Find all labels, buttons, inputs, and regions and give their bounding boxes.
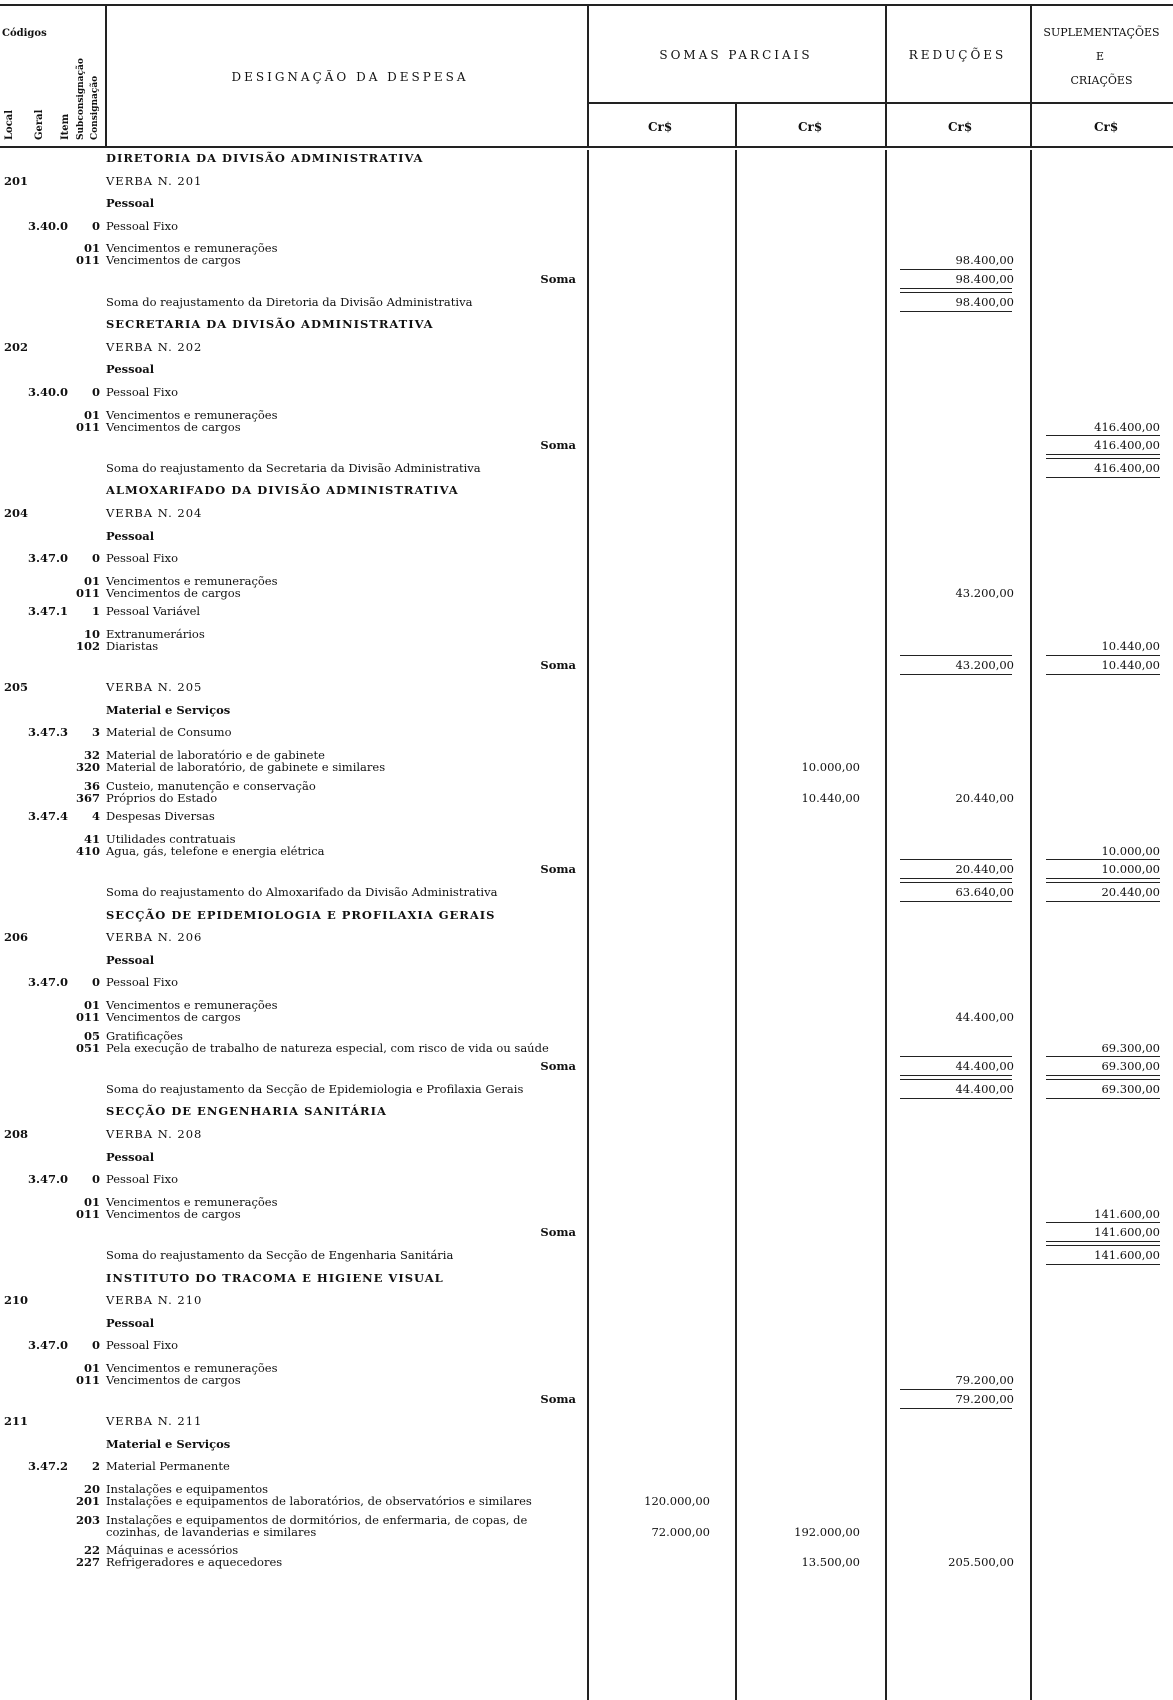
suplementacoes-label-1: SUPLEMENTAÇÕES (1043, 26, 1160, 39)
table-row (0, 931, 1173, 943)
description: Pessoal Fixo (106, 551, 179, 566)
amount-v4: 69.300,00 (1101, 1040, 1160, 1055)
amount-v3: 98.400,00 (955, 294, 1014, 309)
description: Instalações e equipamentos de laboratórios, de observatórios e similares (106, 1494, 532, 1508)
table-row (0, 552, 1173, 564)
description: Vencimentos de cargos (106, 1010, 241, 1024)
table-row (0, 296, 1173, 308)
total-rule (1046, 882, 1160, 883)
table-row (0, 575, 1173, 599)
item-code: 0 (91, 385, 100, 399)
local-code: 201 (4, 173, 29, 188)
total-rule (900, 1079, 1012, 1080)
total-rule (1046, 1079, 1160, 1080)
amount-v2: 13.500,00 (801, 1555, 860, 1570)
geral-code: 3.47.0 (28, 1338, 69, 1353)
total-rule (900, 1098, 1012, 1099)
description: Soma do reajustamento da Secção de Epidemiologia e Profilaxia Gerais (106, 1081, 524, 1096)
description: Vencimentos e remunerações (106, 573, 278, 588)
amount-v3: 79.200,00 (955, 1373, 1014, 1387)
description: DIRETORIA DA DIVISÃO ADMINISTRATIVA (106, 151, 424, 165)
amount-v4: 69.300,00 (1101, 1059, 1160, 1074)
amount-v2: 10.440,00 (801, 790, 860, 805)
description: Pessoal Variável (106, 604, 201, 619)
table-row (0, 507, 1173, 519)
amount-v3: 20.440,00 (955, 790, 1014, 805)
description: Instalações e equipamentos de dormitórios, de enfermaria, de copas, de (106, 1512, 528, 1527)
item-code: 227 (75, 1555, 100, 1570)
table-row (0, 386, 1173, 398)
table-row (0, 1226, 1173, 1238)
description: Pessoal (106, 1149, 155, 1164)
total-rule (900, 1389, 1012, 1390)
amount-v3: 43.200,00 (955, 585, 1014, 600)
description: Instalações e equipamentos (106, 1482, 269, 1496)
description: Vencimentos de cargos (106, 585, 241, 600)
description: SECÇÃO DE ENGENHARIA SANITÁRIA (106, 1104, 387, 1119)
description: Pessoal Fixo (106, 218, 179, 233)
amount-v1: 72.000,00 (651, 1524, 710, 1539)
table-row (0, 409, 1173, 433)
geral-code: 3.47.4 (28, 809, 69, 824)
description: Pessoal Fixo (106, 1172, 179, 1187)
item-code: 01 (83, 241, 100, 256)
description: Pessoal (106, 952, 155, 967)
total-rule (900, 292, 1012, 293)
item-code: 32 (83, 748, 100, 762)
description: Pessoal (106, 1315, 155, 1330)
suplementacoes-label-2: E (1095, 50, 1108, 63)
description: VERBA N. 208 (106, 1127, 203, 1141)
description: VERBA N. 210 (106, 1293, 203, 1308)
item-code: 102 (75, 639, 100, 653)
geral-code: 3.47.0 (28, 975, 69, 990)
table-row (0, 1362, 1173, 1386)
geral-code: 3.40.0 (28, 218, 69, 233)
table-row (0, 886, 1173, 898)
table-row (0, 530, 1173, 542)
table-row (0, 1514, 1173, 1538)
geral-code: 3.47.3 (28, 725, 69, 740)
description: VERBA N. 201 (106, 173, 203, 188)
description: Material e Serviços (106, 702, 231, 717)
item-code: 01 (83, 407, 100, 422)
table-row (0, 1030, 1173, 1054)
table-row (0, 1438, 1173, 1450)
item-code: 0 (91, 218, 100, 233)
table-row (0, 175, 1173, 187)
geral-code: 3.47.0 (28, 1172, 69, 1187)
total-rule (900, 859, 1012, 860)
item-code: 011 (75, 1206, 100, 1221)
amount-v4: 10.440,00 (1101, 657, 1160, 672)
amount-v3: 205.500,00 (948, 1555, 1014, 1570)
table-row (0, 1151, 1173, 1163)
table-row (0, 1128, 1173, 1140)
description: Máquinas e acessórios (106, 1543, 239, 1558)
soma-label: Soma (540, 657, 576, 672)
item-code: 320 (75, 760, 100, 774)
table-row (0, 1339, 1173, 1351)
description: Soma do reajustamento da Secção de Engenharia Sanitária (106, 1248, 454, 1262)
soma-label: Soma (540, 1225, 576, 1240)
amount-v3: 63.640,00 (955, 885, 1014, 899)
item-code: 41 (83, 831, 100, 846)
description: Agua, gás, telefone e energia elétrica (106, 843, 325, 858)
amount-v3: 44.400,00 (955, 1081, 1014, 1096)
amount-v2: 192.000,00 (794, 1524, 860, 1539)
currency-col3: Cr$ (948, 120, 973, 134)
description: Soma do reajustamento do Almoxarifado da Divisão Administrativa (106, 885, 498, 899)
total-rule (1046, 1056, 1160, 1057)
amount-v1: 120.000,00 (644, 1494, 710, 1508)
amount-v4: 141.600,00 (1094, 1225, 1160, 1240)
local-code: 206 (4, 930, 29, 945)
table-row (0, 242, 1173, 266)
amount-v4: 141.600,00 (1094, 1206, 1160, 1221)
amount-v4: 10.000,00 (1101, 843, 1160, 858)
amount-v4: 10.440,00 (1101, 639, 1160, 653)
table-row (0, 704, 1173, 716)
description: cozinhas, de lavanderias e similares (106, 1524, 317, 1539)
amount-v3: 79.200,00 (955, 1391, 1014, 1406)
reducoes-label: REDUÇÕES (908, 48, 1007, 62)
item-code: 0 (91, 1338, 100, 1353)
description: Utilidades contratuais (106, 831, 236, 846)
item-code: 01 (83, 1361, 100, 1375)
description: Material de laboratório e de gabinete (106, 748, 325, 762)
item-code: 20 (83, 1482, 100, 1496)
table-row (0, 681, 1173, 693)
soma-label: Soma (540, 1391, 576, 1406)
item-code: 011 (75, 1373, 100, 1387)
item-code: 0 (91, 551, 100, 566)
description: Material de Consumo (106, 725, 232, 740)
table-row (0, 1196, 1173, 1220)
table-row (0, 628, 1173, 652)
geral-code: 3.47.0 (28, 551, 69, 566)
item-code: 011 (75, 1010, 100, 1024)
geral-code: 3.40.0 (28, 385, 69, 399)
table-header (0, 4, 1173, 148)
item-code: 10 (83, 627, 100, 641)
total-rule (900, 655, 1012, 656)
item-code: 4 (91, 809, 100, 824)
amount-v3: 43.200,00 (955, 657, 1014, 672)
amount-v4: 416.400,00 (1094, 438, 1160, 453)
soma-label: Soma (540, 272, 576, 286)
description: Próprios do Estado (106, 790, 218, 805)
local-code: 202 (4, 339, 29, 354)
item-code: 201 (75, 1494, 100, 1508)
local-label: Local (4, 109, 15, 140)
item-code: 0 (91, 975, 100, 990)
total-rule (900, 311, 1012, 312)
item-code: 051 (75, 1040, 100, 1055)
total-rule (900, 269, 1012, 270)
total-rule (900, 1408, 1012, 1409)
total-rule (1046, 1075, 1160, 1076)
total-rule (1046, 674, 1160, 675)
description: Pela execução de trabalho de natureza especial, com risco de vida ou saúde (106, 1040, 549, 1055)
table-row (0, 341, 1173, 353)
description: Material de laboratório, de gabinete e similares (106, 760, 386, 774)
consignacao-label: Consignação (90, 75, 100, 140)
item-label: Item (60, 113, 71, 140)
amount-v2: 10.000,00 (801, 760, 860, 774)
total-rule (1046, 1098, 1160, 1099)
geral-label: Geral (34, 109, 45, 140)
item-code: 01 (83, 998, 100, 1012)
description: Pessoal Fixo (106, 385, 179, 399)
description: Pessoal Fixo (106, 975, 179, 990)
item-code: 05 (83, 1028, 100, 1043)
total-rule (1046, 1222, 1160, 1223)
description: Pessoal (106, 362, 155, 377)
table-row (0, 863, 1173, 875)
description: Vencimentos de cargos (106, 1373, 241, 1387)
table-row (0, 363, 1173, 375)
description: Vencimentos de cargos (106, 419, 241, 434)
item-code: 2 (91, 1459, 100, 1474)
description: Despesas Diversas (106, 809, 215, 824)
table-row (0, 605, 1173, 617)
item-code: 203 (75, 1512, 100, 1527)
total-rule (900, 1075, 1012, 1076)
table-row (0, 976, 1173, 988)
description: Pessoal (106, 528, 155, 543)
amount-v3: 20.440,00 (955, 862, 1014, 877)
item-code: 01 (83, 1194, 100, 1209)
description: Pessoal Fixo (106, 1338, 179, 1353)
item-code: 011 (75, 253, 100, 268)
total-rule (900, 1056, 1012, 1057)
table-row (0, 1460, 1173, 1472)
table-row (0, 1272, 1173, 1284)
description: Material Permanente (106, 1459, 230, 1474)
description: Pessoal (106, 196, 155, 211)
item-code: 22 (83, 1543, 100, 1558)
item-code: 011 (75, 585, 100, 600)
amount-v4: 416.400,00 (1094, 419, 1160, 434)
description: Diaristas (106, 639, 159, 653)
item-code: 0 (91, 1172, 100, 1187)
amount-v3: 44.400,00 (955, 1059, 1014, 1074)
description: Soma do reajustamento da Diretoria da Divisão Administrativa (106, 294, 473, 309)
table-row (0, 1060, 1173, 1072)
table-row (0, 1294, 1173, 1306)
table-row (0, 318, 1173, 330)
table-row (0, 197, 1173, 209)
table-row (0, 1105, 1173, 1117)
geral-code: 3.47.1 (28, 604, 69, 619)
item-code: 410 (75, 843, 100, 858)
codigos-label: Códigos (2, 28, 47, 39)
local-code: 208 (4, 1127, 29, 1141)
total-rule (1046, 454, 1160, 455)
description: Vencimentos de cargos (106, 1206, 241, 1221)
table-row (0, 220, 1173, 232)
amount-v3: 44.400,00 (955, 1010, 1014, 1024)
table-row (0, 1393, 1173, 1405)
description: SECÇÃO DE EPIDEMIOLOGIA E PROFILAXIA GERAIS (106, 907, 496, 922)
table-row (0, 1483, 1173, 1507)
local-code: 204 (4, 506, 29, 520)
amount-v3: 98.400,00 (955, 253, 1014, 268)
description: Vencimentos e remunerações (106, 407, 278, 422)
description: Extranumerários (106, 627, 205, 641)
description: Material e Serviços (106, 1436, 231, 1451)
total-rule (1046, 458, 1160, 459)
total-rule (900, 882, 1012, 883)
item-code: 36 (83, 778, 100, 793)
designacao-label: DESIGNAÇÃO DA DESPESA (231, 70, 469, 84)
description: Vencimentos e remunerações (106, 241, 278, 256)
table-row (0, 726, 1173, 738)
geral-code: 3.47.2 (28, 1459, 69, 1474)
description: VERBA N. 204 (106, 506, 203, 520)
table-row (0, 439, 1173, 451)
description: Custeio, manutenção e conservação (106, 778, 316, 793)
total-rule (1046, 477, 1160, 478)
table-row (0, 659, 1173, 671)
table-row (0, 749, 1173, 773)
table-row (0, 780, 1173, 804)
soma-label: Soma (540, 438, 576, 453)
table-row (0, 1415, 1173, 1427)
amount-v4: 69.300,00 (1101, 1081, 1160, 1096)
item-code: 1 (91, 604, 100, 619)
total-rule (1046, 1264, 1160, 1265)
description: Vencimentos e remunerações (106, 1361, 278, 1375)
soma-label: Soma (540, 862, 576, 877)
description: VERBA N. 206 (106, 930, 203, 945)
total-rule (900, 288, 1012, 289)
total-rule (1046, 1245, 1160, 1246)
item-code: 01 (83, 573, 100, 588)
soma-label: Soma (540, 1059, 576, 1074)
table-row (0, 1544, 1173, 1568)
currency-col4: Cr$ (1094, 120, 1119, 134)
currency-col1: Cr$ (648, 120, 673, 134)
table-row (0, 1317, 1173, 1329)
description: Gratificações (106, 1028, 183, 1043)
local-code: 210 (4, 1293, 29, 1308)
table-row (0, 810, 1173, 822)
description: INSTITUTO DO TRACOMA E HIGIENE VISUAL (106, 1270, 444, 1285)
item-code: 011 (75, 419, 100, 434)
total-rule (900, 674, 1012, 675)
table-row (0, 833, 1173, 857)
table-row (0, 999, 1173, 1023)
local-code: 205 (4, 680, 29, 695)
table-row (0, 1083, 1173, 1095)
total-rule (1046, 1241, 1160, 1242)
table-row (0, 1173, 1173, 1185)
total-rule (900, 878, 1012, 879)
total-rule (1046, 655, 1160, 656)
description: SECRETARIA DA DIVISÃO ADMINISTRATIVA (106, 317, 434, 332)
amount-v3: 98.400,00 (955, 272, 1014, 286)
description: ALMOXARIFADO DA DIVISÃO ADMINISTRATIVA (106, 483, 459, 498)
item-code: 367 (75, 790, 100, 805)
total-rule (1046, 859, 1160, 860)
description: Vencimentos e remunerações (106, 1194, 278, 1209)
description: VERBA N. 202 (106, 339, 203, 354)
currency-col2: Cr$ (798, 120, 823, 134)
total-rule (1046, 878, 1160, 879)
amount-v4: 141.600,00 (1094, 1248, 1160, 1262)
description: Vencimentos de cargos (106, 253, 241, 268)
item-code: 3 (91, 725, 100, 740)
table-row (0, 484, 1173, 496)
somas-parciais-label: SOMAS PARCIAIS (659, 48, 813, 62)
description: Refrigeradores e aquecedores (106, 1555, 283, 1570)
description: Vencimentos e remunerações (106, 998, 278, 1012)
table-row (0, 954, 1173, 966)
suplementacoes-label-3: CRIAÇÕES (1070, 74, 1133, 87)
amount-v4: 20.440,00 (1101, 885, 1160, 899)
table-row (0, 909, 1173, 921)
description: Soma do reajustamento da Secretaria da Divisão Administrativa (106, 460, 481, 475)
table-row (0, 462, 1173, 474)
subconsignacao-label: Subconsignação (76, 58, 86, 140)
amount-v4: 416.400,00 (1094, 460, 1160, 475)
local-code: 211 (4, 1414, 29, 1429)
description: VERBA N. 205 (106, 680, 203, 695)
amount-v4: 10.000,00 (1101, 862, 1160, 877)
table-row (0, 152, 1173, 164)
description: VERBA N. 211 (106, 1414, 203, 1429)
total-rule (1046, 435, 1160, 436)
table-row (0, 273, 1173, 285)
total-rule (900, 901, 1012, 902)
table-row (0, 1249, 1173, 1261)
total-rule (1046, 901, 1160, 902)
